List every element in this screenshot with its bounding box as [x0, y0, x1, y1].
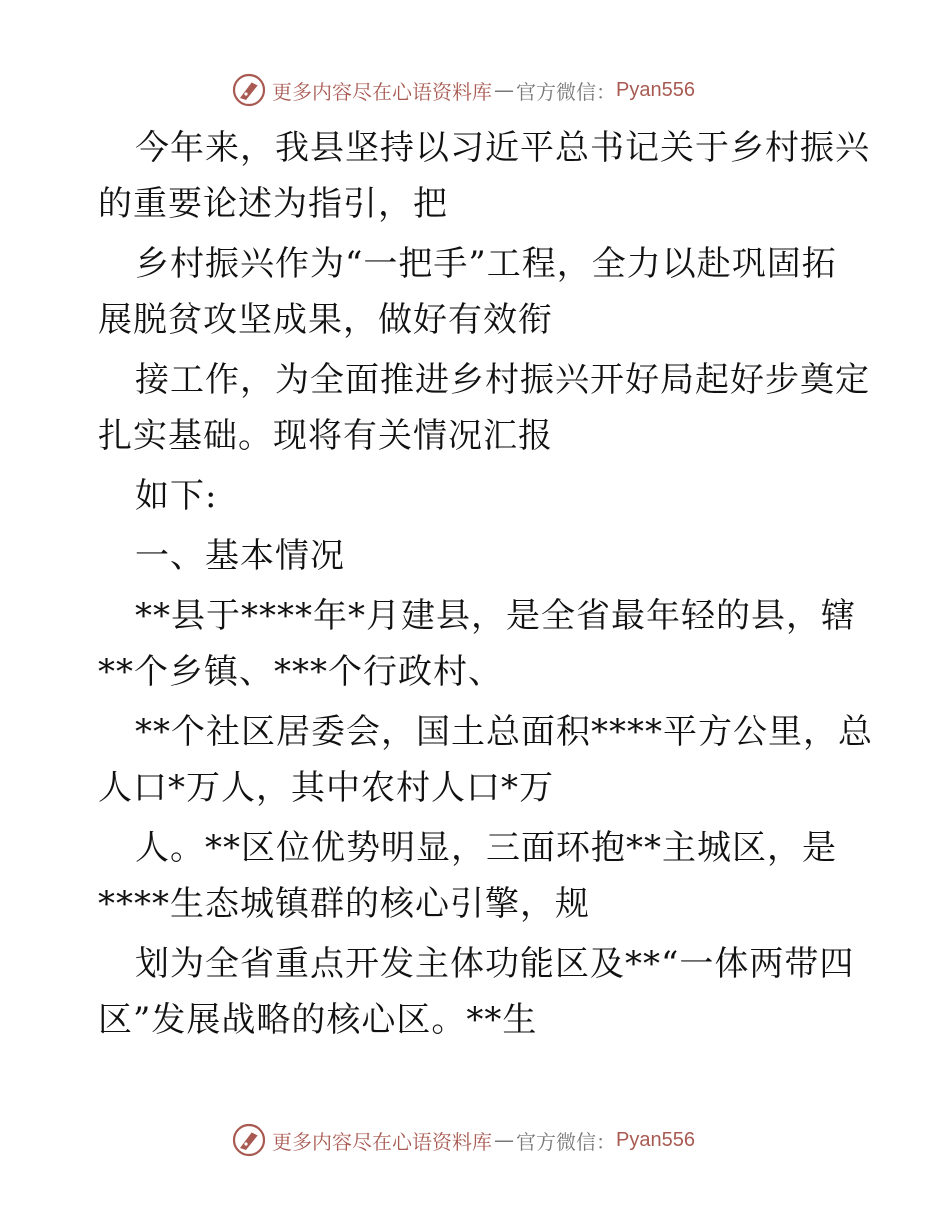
body-line: 人口*万人，其中农村人口*万 [98, 768, 554, 808]
body-line: **个社区居委会，国土总面积****平方公里，总 [135, 712, 873, 752]
body-line: 人。**区位优势明显，三面环抱**主城区，是 [135, 828, 837, 868]
section-heading: 一、基本情况 [135, 536, 345, 576]
footer-site-text: 更多内容尽在心语资料库 [272, 1129, 492, 1154]
body-line: ****生态城镇群的核心引擎，规 [98, 884, 590, 924]
header-wechat-label: 官方微信： [516, 79, 616, 104]
body-line: 接工作，为全面推进乡村振兴开好局起好步奠定 [135, 360, 870, 400]
body-line: 划为全省重点开发主体功能区及**“一体两带四 [135, 944, 855, 984]
body-line: **个乡镇、***个行政村、 [98, 652, 503, 692]
footer-watermark-text [272, 1126, 695, 1155]
header-wechat-id: Pyan556 [616, 78, 695, 101]
body-line: 展脱贫攻坚成果，做好有效衔 [98, 300, 553, 340]
body-line: 今年来，我县坚持以习近平总书记关于乡村振兴 [135, 128, 870, 168]
pen-nib-logo-icon [232, 1123, 266, 1157]
body-line: 如下: [135, 476, 218, 516]
body-line: 乡村振兴作为“一把手”工程，全力以赴巩固拓 [135, 244, 837, 284]
footer-watermark-banner [232, 1122, 752, 1158]
body-line: 扎实基础。现将有关情况汇报 [98, 416, 553, 456]
header-dash: — [494, 78, 514, 102]
body-line: 的重要论述为指引，把 [98, 184, 448, 224]
footer-wechat-label: 官方微信： [516, 1129, 616, 1154]
body-line: 区”发展战略的核心区。**生 [98, 1000, 538, 1040]
header-site-text: 更多内容尽在心语资料库 [272, 79, 492, 104]
footer-dash: — [494, 1128, 514, 1152]
footer-wechat-id: Pyan556 [616, 1128, 695, 1151]
body-line: **县于****年*月建县，是全省最年轻的县，辖 [135, 596, 856, 636]
